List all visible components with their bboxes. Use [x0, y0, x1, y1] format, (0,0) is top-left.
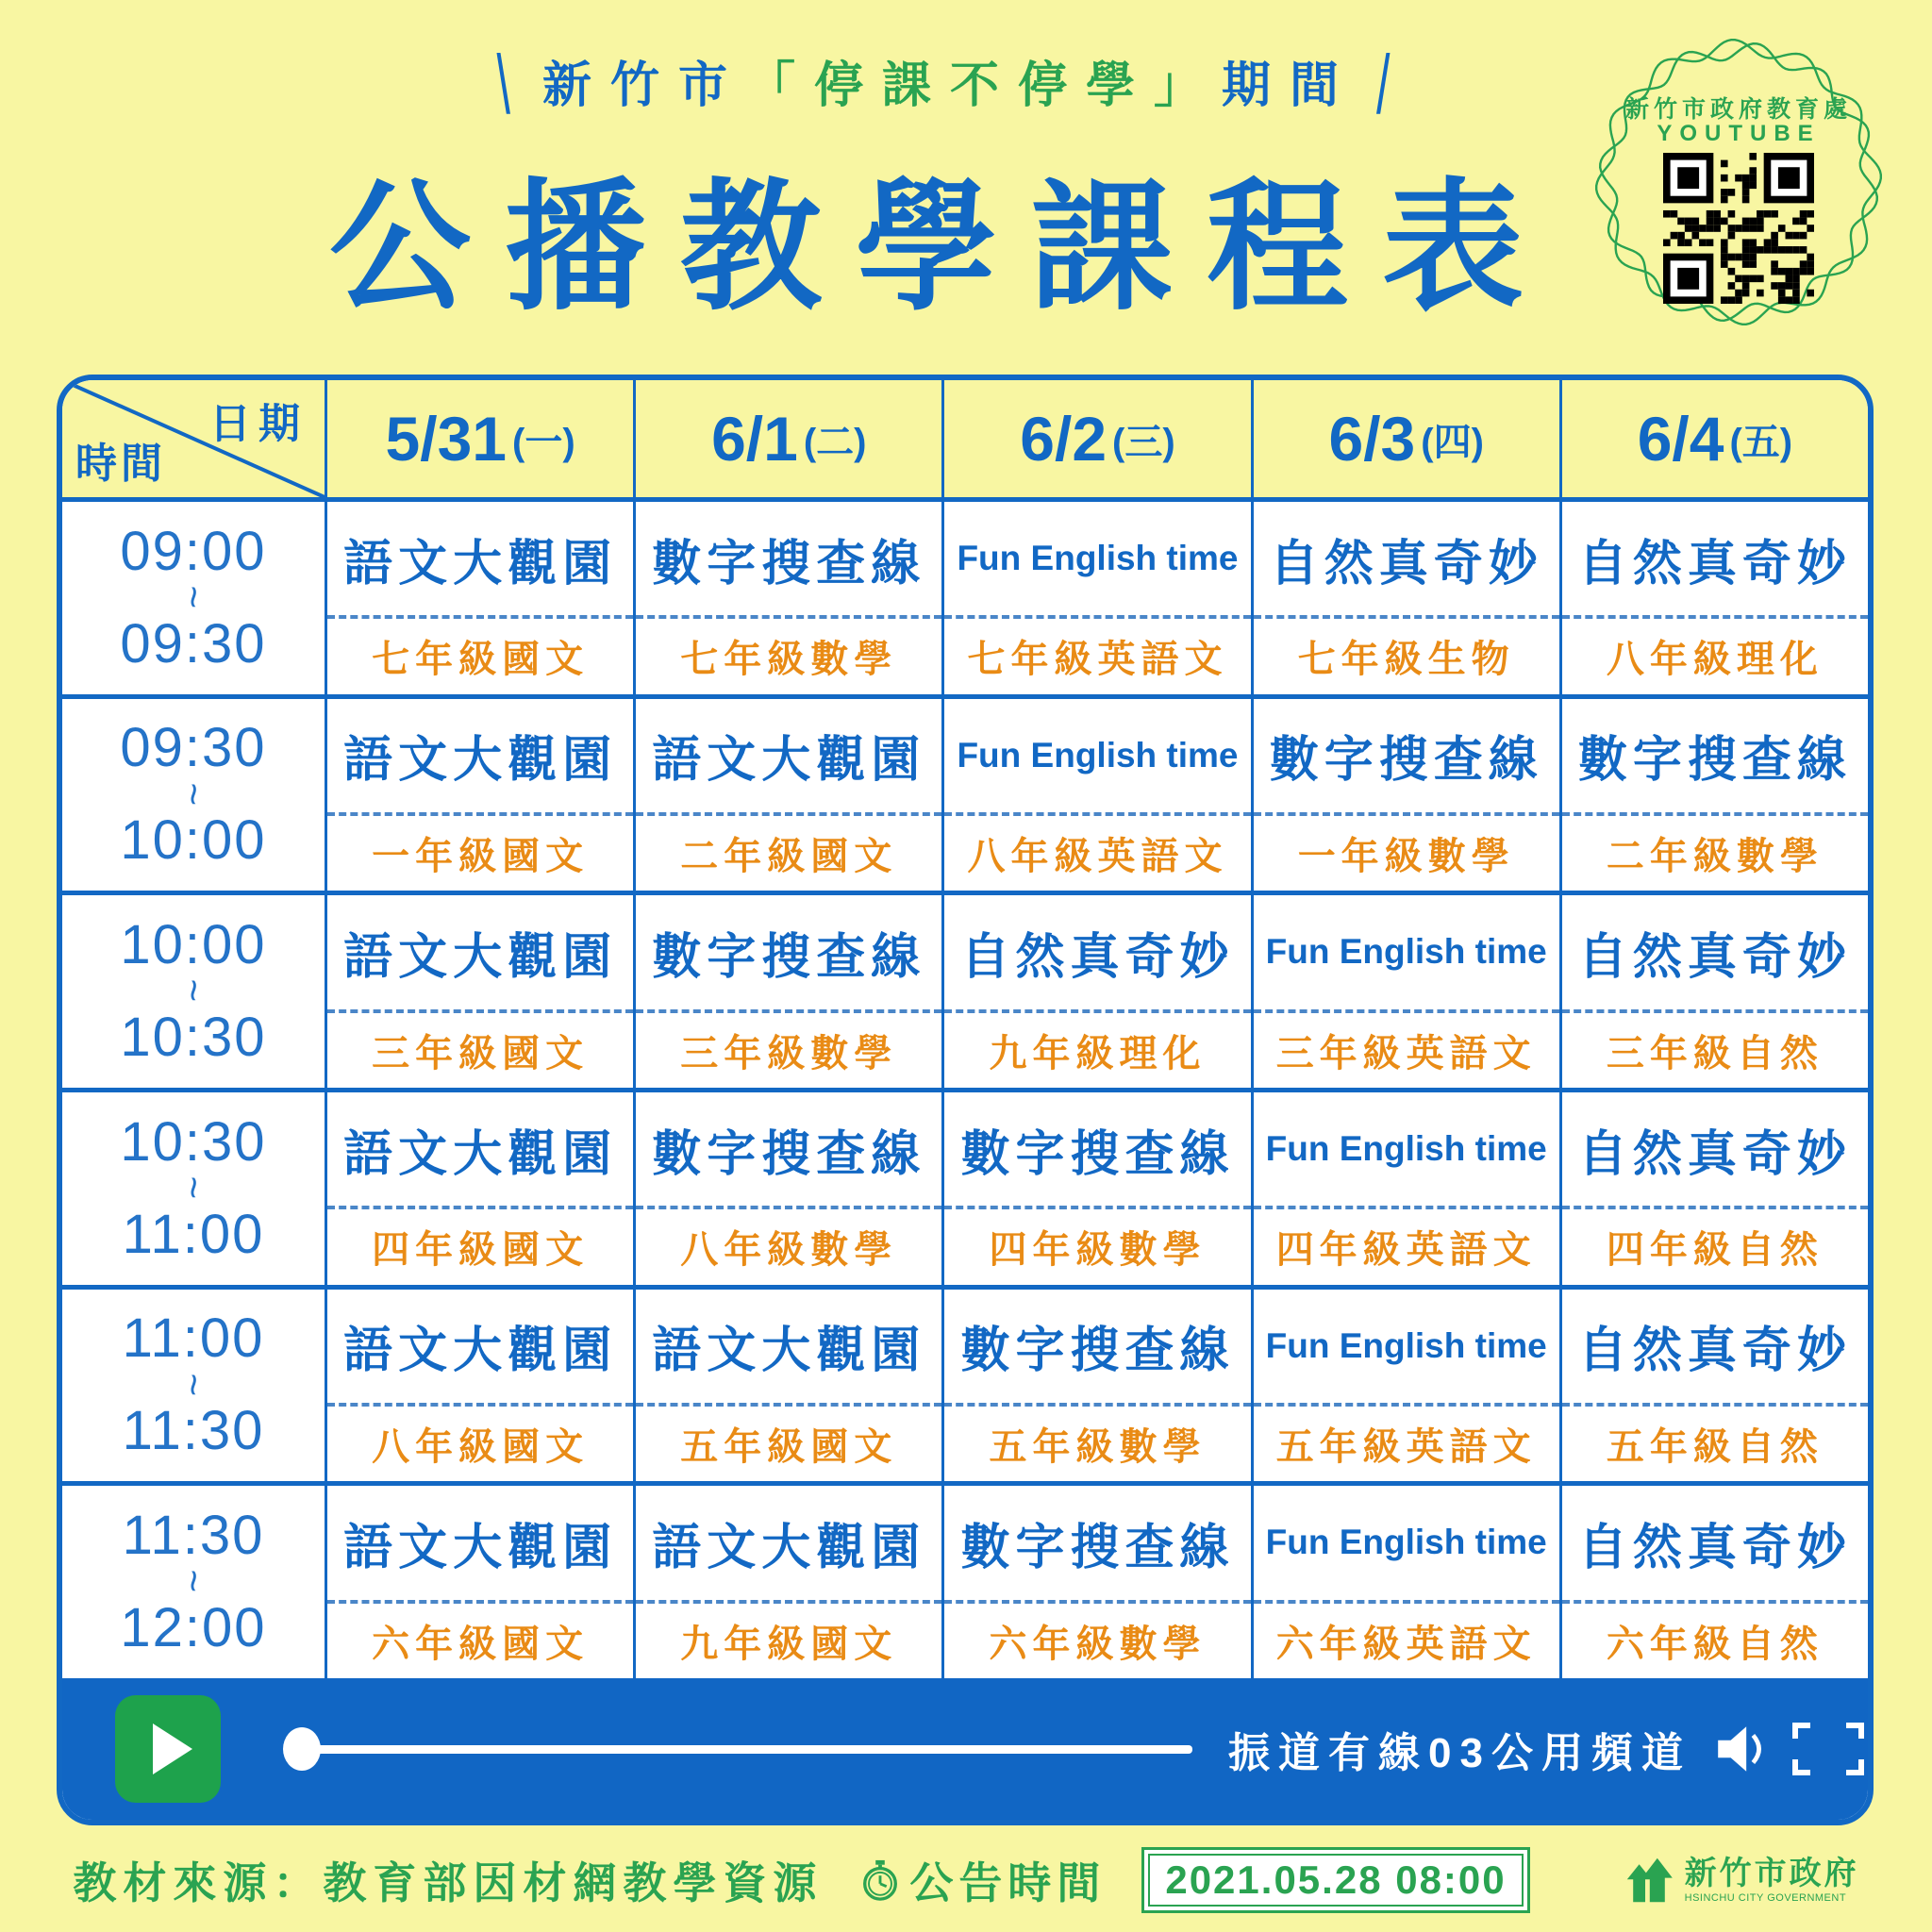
time-separator: ~ [171, 1569, 216, 1595]
program-name: 自然真奇妙 [1562, 1092, 1868, 1209]
subject-name: 八年級國文 [372, 1426, 590, 1469]
schedule-cell [1559, 1486, 1868, 1678]
program-name: 數字搜查線 [636, 1092, 941, 1209]
gov-signature [1623, 1854, 1859, 1907]
time-slot [62, 1092, 325, 1285]
subject-name: 一年級數學 [1297, 836, 1515, 878]
subject-name: 三年級國文 [372, 1032, 590, 1074]
program-name: 數字搜查線 [944, 1486, 1250, 1603]
subject-name: 三年級數學 [680, 1032, 898, 1074]
qr-code [1663, 153, 1814, 304]
schedule-cell [1559, 502, 1868, 694]
subject-name: 九年級國文 [680, 1623, 898, 1665]
program-name: 數字搜查線 [944, 1290, 1250, 1407]
program-name: 自然真奇妙 [944, 895, 1250, 1012]
subject-name: 四年級數學 [989, 1229, 1207, 1272]
schedule-cell [941, 699, 1250, 891]
schedule-cell [1251, 1486, 1559, 1678]
schedule-cell [1559, 895, 1868, 1088]
decorative-backslash: \ [496, 39, 510, 133]
program-name: 語文大觀園 [327, 895, 633, 1012]
schedule-cell [1251, 699, 1559, 891]
program-name: 自然真奇妙 [1562, 1290, 1868, 1407]
time-start: 10:00 [120, 913, 267, 975]
program-name: 語文大觀園 [636, 1486, 941, 1603]
program-name: 數字搜查線 [636, 502, 941, 619]
schedule-cell [633, 895, 941, 1088]
subject-name: 四年級自然 [1606, 1229, 1824, 1272]
subject-name: 三年級英語文 [1275, 1032, 1537, 1074]
schedule-cell [325, 1290, 633, 1482]
qr-label-line1: 新竹市政府教育處 [1624, 96, 1852, 123]
corner-label-time: 時間 [75, 441, 166, 487]
table-row [62, 895, 1868, 1092]
time-start: 11:30 [122, 1504, 265, 1566]
schedule-cell [941, 502, 1250, 694]
progress-track [315, 1745, 1192, 1754]
program-name: 數字搜查線 [636, 895, 941, 1012]
schedule-cell [633, 1092, 941, 1285]
time-end: 10:00 [120, 809, 267, 872]
program-name: 語文大觀園 [327, 699, 633, 816]
table-row [62, 699, 1868, 896]
column-header-date: 6/2 (三) [941, 380, 1250, 497]
tagline-prefix: 新竹市 [541, 58, 746, 113]
tagline-quoted: 「停課不停學」 [745, 58, 1222, 113]
subject-name: 六年級國文 [372, 1623, 590, 1665]
schedule-cell [1559, 699, 1868, 891]
column-header-date: 5/31 (一) [325, 380, 633, 497]
table-row [62, 1486, 1868, 1678]
gov-name-zh: 新竹市政府 [1684, 1856, 1859, 1892]
program-name: Fun English time [1254, 1486, 1559, 1603]
time-slot [62, 502, 325, 694]
program-name: Fun English time [944, 699, 1250, 816]
footer [0, 1847, 1932, 1913]
subject-name: 五年級國文 [680, 1426, 898, 1469]
time-end: 09:30 [120, 612, 267, 675]
announce-time-label: 公告時間 [858, 1849, 1106, 1911]
play-icon [153, 1724, 192, 1774]
subject-name: 六年級數學 [989, 1623, 1207, 1665]
time-slot [62, 895, 325, 1088]
time-separator: ~ [171, 585, 216, 611]
subject-name: 四年級國文 [372, 1229, 590, 1272]
subject-name: 二年級國文 [680, 836, 898, 878]
column-header-date: 6/1 (二) [633, 380, 941, 497]
schedule-cell [633, 1486, 941, 1678]
subject-name: 一年級國文 [372, 836, 590, 878]
program-name: 語文大觀園 [636, 699, 941, 816]
gov-name-en: HSINCHU CITY GOVERNMENT [1684, 1891, 1847, 1904]
program-name: 語文大觀園 [327, 1290, 633, 1407]
schedule-cell [1559, 1092, 1868, 1285]
time-slot [62, 699, 325, 891]
subject-name: 五年級英語文 [1275, 1426, 1537, 1469]
fullscreen-icon[interactable] [1791, 1722, 1865, 1776]
program-name: 語文大觀園 [636, 1290, 941, 1407]
subject-name: 四年級英語文 [1275, 1229, 1537, 1272]
schedule-cell [1251, 1290, 1559, 1482]
tagline-suffix: 期間 [1222, 58, 1358, 113]
program-name: 語文大觀園 [327, 1092, 633, 1209]
schedule-cell [325, 1486, 633, 1678]
hsinchu-gov-logo [1623, 1854, 1675, 1907]
time-slot [62, 1290, 325, 1482]
qr-label-line2: YOUTUBE [1657, 121, 1821, 146]
table-body [62, 502, 1868, 1678]
column-header-date: 6/3 (四) [1251, 380, 1559, 497]
schedule-cell [941, 1092, 1250, 1285]
schedule-cell [941, 1486, 1250, 1678]
schedule-cell [1559, 1290, 1868, 1482]
time-start: 09:00 [120, 520, 267, 582]
subject-name: 二年級數學 [1606, 836, 1824, 878]
play-button[interactable] [115, 1695, 221, 1803]
video-player-bar [62, 1678, 1868, 1820]
corner-label-date: 日期 [209, 401, 308, 447]
schedule-cell [941, 1290, 1250, 1482]
schedule-cell [633, 502, 941, 694]
program-name: 自然真奇妙 [1562, 1486, 1868, 1603]
table-header-row [62, 380, 1868, 502]
table-row [62, 1290, 1868, 1487]
subject-name: 七年級英語文 [967, 639, 1228, 681]
schedule-cell [325, 895, 633, 1088]
program-name: 數字搜查線 [944, 1092, 1250, 1209]
subject-name: 三年級自然 [1606, 1032, 1824, 1074]
schedule-cell [1251, 895, 1559, 1088]
decorative-slash: / [1376, 39, 1391, 133]
subject-name: 六年級自然 [1606, 1623, 1824, 1665]
channel-label: 振道有線03公用頻道 [1228, 1730, 1691, 1776]
schedule-cell [1251, 1092, 1559, 1285]
program-name: 語文大觀園 [327, 1486, 633, 1603]
time-separator: ~ [171, 782, 216, 808]
program-name: 數字搜查線 [1562, 699, 1868, 816]
program-name: 自然真奇妙 [1562, 502, 1868, 619]
progress-bar[interactable] [283, 1727, 1192, 1771]
time-slot [62, 1486, 325, 1678]
volume-icon[interactable] [1712, 1720, 1771, 1778]
time-separator: ~ [171, 1373, 216, 1398]
schedule-cell [325, 1092, 633, 1285]
program-name: 自然真奇妙 [1562, 895, 1868, 1012]
time-end: 12:00 [120, 1597, 267, 1659]
subject-name: 八年級數學 [680, 1229, 898, 1272]
subject-name: 六年級英語文 [1275, 1623, 1537, 1665]
poster-title: 公播教學課程表 [328, 168, 1557, 326]
time-separator: ~ [171, 1175, 216, 1202]
subject-name: 五年級數學 [989, 1426, 1207, 1469]
schedule-cell [633, 1290, 941, 1482]
program-name: Fun English time [1254, 1092, 1559, 1209]
program-name: Fun English time [944, 502, 1250, 619]
program-name: Fun English time [1254, 1290, 1559, 1407]
schedule-table [57, 375, 1874, 1825]
schedule-cell [941, 895, 1250, 1088]
subject-name: 七年級國文 [372, 639, 590, 681]
time-separator: ~ [171, 978, 216, 1005]
schedule-cell [1251, 502, 1559, 694]
source-label: 教材來源：教育部因材網教學資源 [73, 1858, 824, 1907]
subject-name: 九年級理化 [989, 1032, 1207, 1074]
time-end: 11:30 [122, 1400, 265, 1462]
youtube-qr-badge [1592, 36, 1885, 328]
table-row [62, 502, 1868, 699]
announce-time-value: 2021.05.28 08:00 [1141, 1847, 1529, 1913]
program-name: Fun English time [1254, 895, 1559, 1012]
program-name: 自然真奇妙 [1254, 502, 1559, 619]
column-header-date: 6/4 (五) [1559, 380, 1868, 497]
subject-name: 七年級數學 [680, 639, 898, 681]
time-start: 09:30 [120, 717, 267, 779]
time-start: 10:30 [120, 1110, 267, 1173]
schedule-cell [325, 699, 633, 891]
time-end: 11:00 [122, 1203, 265, 1265]
subject-name: 八年級理化 [1606, 639, 1824, 681]
corner-cell [62, 380, 325, 497]
schedule-cell [325, 502, 633, 694]
program-name: 語文大觀園 [327, 502, 633, 619]
schedule-cell [633, 699, 941, 891]
table-row [62, 1092, 1868, 1290]
time-end: 10:30 [120, 1007, 267, 1069]
subject-name: 八年級英語文 [967, 836, 1228, 878]
time-start: 11:00 [122, 1307, 265, 1370]
clock-icon [858, 1858, 902, 1902]
subject-name: 五年級自然 [1606, 1426, 1824, 1469]
subject-name: 七年級生物 [1297, 639, 1515, 681]
program-name: 數字搜查線 [1254, 699, 1559, 816]
